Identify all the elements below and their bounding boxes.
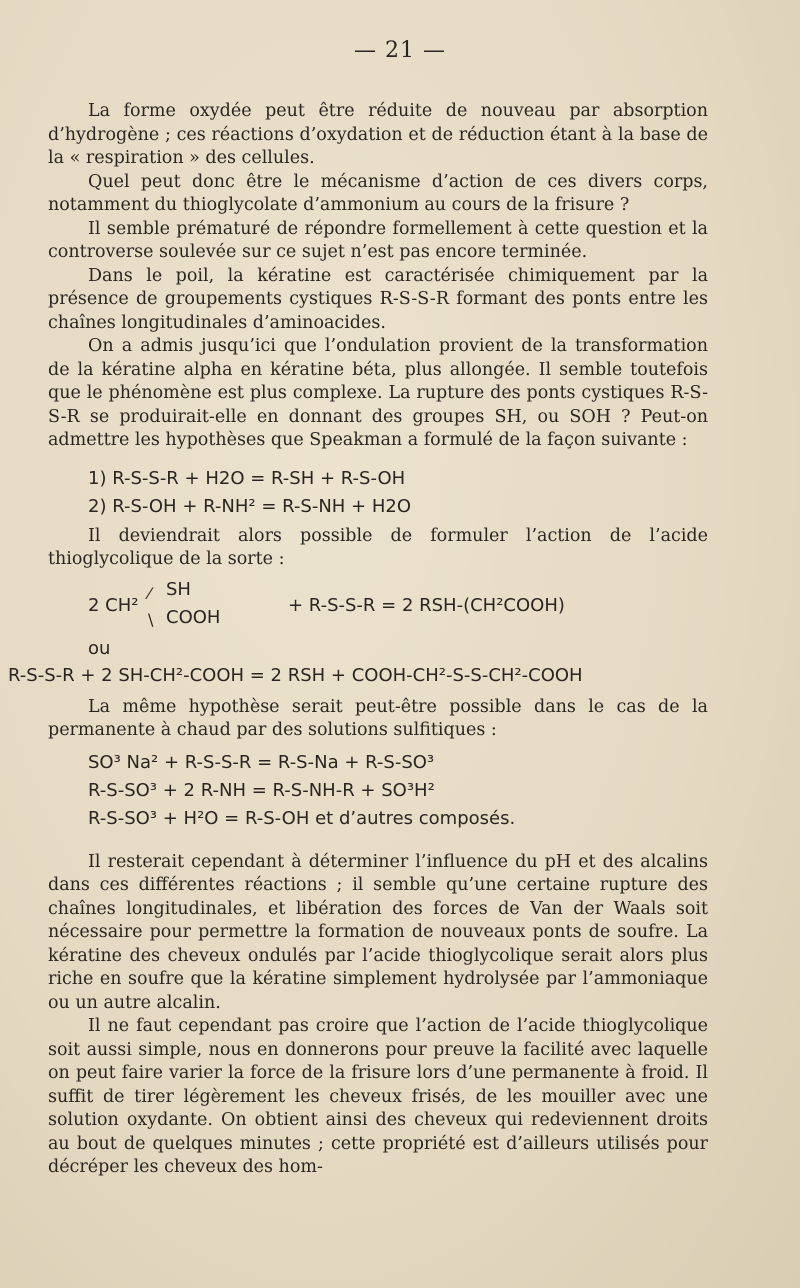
equation-1: 1) R-S-S-R + H2O = R-SH + R-S-OH: [88, 467, 406, 489]
equation-alt: R-S-S-R + 2 SH-CH²-COOH = 2 RSH + COOH-CH²-S-S-CH²-COOH: [8, 664, 583, 686]
paragraph: Il semble prématuré de répondre formellement à cette question et la controverse soulevée sur ce sujet n’est pas encore terminée.: [48, 218, 708, 262]
thio-branch-top: SH: [166, 578, 191, 600]
page-number: — 21 —: [354, 38, 446, 63]
conjunction-ou: ou: [88, 637, 111, 659]
page-body: [8, 100, 708, 1180]
thioglycolic-equation: [48, 578, 708, 636]
bond-up: ⁄: [148, 583, 151, 603]
equation-sulfite-2: R-S-SO³ + 2 R-NH = R-S-NH-R + SO³H²: [88, 779, 435, 801]
bond-down: \: [148, 609, 154, 629]
paragraph: Quel peut donc être le mécanisme d’action de ces divers corps, notamment du thioglycolate d’ammonium au cours de la frisure ?: [48, 171, 708, 215]
paragraph: La même hypothèse serait peut-être possible dans le cas de la permanente à chaud par des solutions sulfitiques :: [48, 696, 708, 740]
equation-sulfite-1: SO³ Na² + R-S-S-R = R-S-Na + R-S-SO³: [88, 751, 435, 773]
paragraph: Il resterait cependant à déterminer l’influence du pH et des alcalins dans ces différentes réactions ; il semble qu’une certaine rupture des chaînes longitudinales, et libération des forces de Van der Waals soit nécessaire pour permettre la formation de nouveaux ponts de soufre. La kératine des cheveux ondulés par l’acide thioglycolique serait alors plus riche en soufre que la kératine simplement hydrolysée par l’ammoniaque ou un autre alcalin.: [48, 851, 708, 1013]
paragraph: Il ne faut cependant pas croire que l’action de l’acide thioglycolique soit aussi simple, nous en donnerons pour preuve la facilité avec laquelle on peut faire varier la force de la frisure lors d’une permanente à froid. Il suffit de tirer légèrement les cheveux frisés, de les mouiller avec une solution oxydante. On obtient ainsi des cheveux qui redeviennent droits au bout de quelques minutes ; cette propriété est d’ailleurs utilisés pour décréper les cheveux des hom-: [48, 1016, 708, 1177]
equation-2: 2) R-S-OH + R-NH² = R-S-NH + H2O: [88, 495, 412, 517]
paragraph: Il deviendrait alors possible de formuler l’action de l’acide thioglycolique de la sorte :: [48, 525, 708, 569]
paragraph: On a admis jusqu’ici que l’ondulation provient de la transformation de la kératine alpha en kératine béta, plus allongée. Il semble toutefois que le phénomène est plus complexe. La rupture des ponts cystiques R-S-S-R se produirait-elle en donnant des groupes SH, ou SOH ? Peut-on admettre les hypothèses que Speakman a formulé de la façon suivante :: [48, 336, 708, 450]
thio-branch-bottom: COOH: [166, 606, 221, 628]
equation-sulfite-3: R-S-SO³ + H²O = R-S-OH et d’autres composés.: [88, 807, 516, 829]
thio-right: + R-S-S-R = 2 RSH-(CH²COOH): [288, 594, 565, 616]
paragraph: Dans le poil, la kératine est caractérisée chimiquement par la présence de groupements cystiques R-S-S-R formant des ponts entre les chaînes longitudinales d’aminoacides.: [48, 265, 708, 333]
paragraph: La forme oxydée peut être réduite de nouveau par absorption d’hydrogène ; ces réactions d’oxydation et de réduction étant à la base de la « respiration » des cellules.: [48, 101, 708, 168]
thio-left: 2 CH²: [88, 594, 139, 616]
